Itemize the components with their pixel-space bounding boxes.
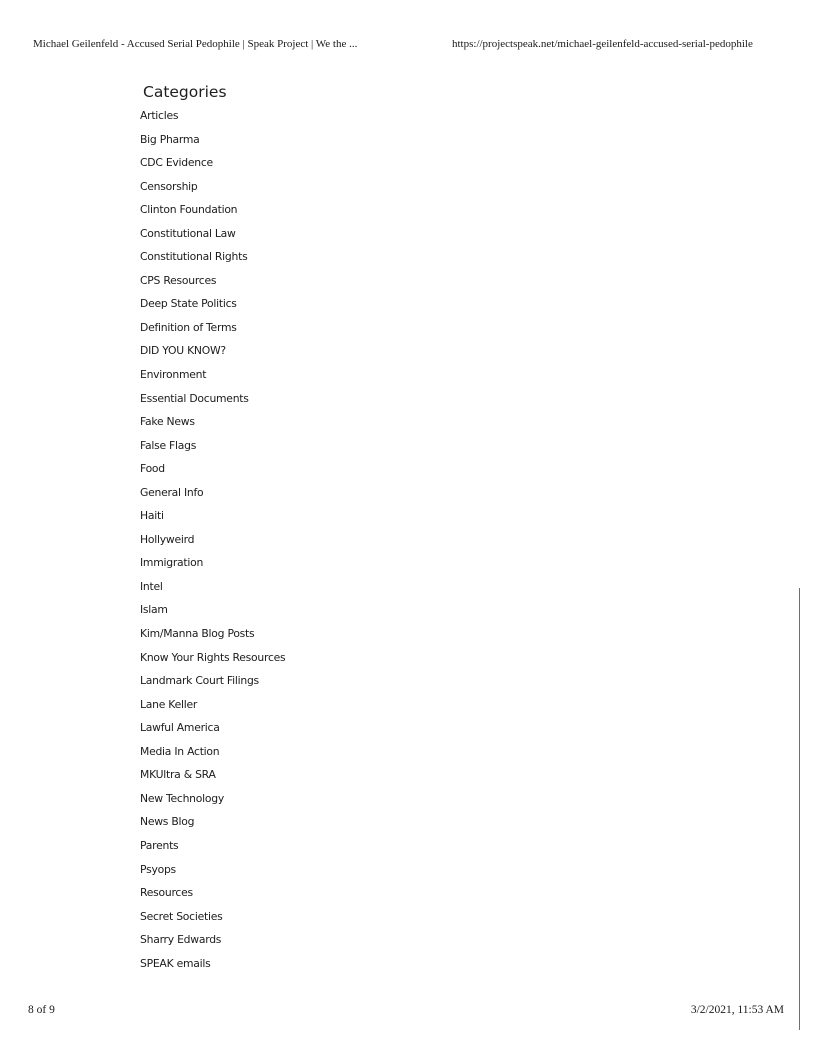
category-link-secret-societies[interactable]: Secret Societies — [140, 909, 223, 923]
category-link-fake-news[interactable]: Fake News — [140, 415, 195, 429]
category-link-islam[interactable]: Islam — [140, 603, 168, 617]
category-link-haiti[interactable]: Haiti — [140, 509, 164, 523]
page-number: 8 of 9 — [28, 1004, 55, 1016]
page-title: Michael Geilenfeld - Accused Serial Pedophile | Speak Project | We the ... — [33, 38, 358, 50]
category-link-big-pharma[interactable]: Big Pharma — [140, 132, 200, 146]
category-link-mkultra-sra[interactable]: MKUltra & SRA — [140, 768, 216, 782]
print-footer — [28, 1004, 784, 1020]
page-url: https://projectspeak.net/michael-geilenfeld-accused-serial-pedophile — [452, 38, 753, 50]
category-link-definition-of-terms[interactable]: Definition of Terms — [140, 320, 237, 334]
category-link-lane-keller[interactable]: Lane Keller — [140, 697, 198, 711]
category-link-new-technology[interactable]: New Technology — [140, 791, 224, 805]
print-header — [33, 38, 793, 54]
category-link-did-you-know[interactable]: DID YOU KNOW? — [140, 344, 226, 358]
category-link-psyops[interactable]: Psyops — [140, 862, 176, 876]
category-link-cdc-evidence[interactable]: CDC Evidence — [140, 156, 213, 170]
category-link-environment[interactable]: Environment — [140, 368, 207, 382]
category-link-food[interactable]: Food — [140, 462, 165, 476]
categories-heading: Categories — [143, 83, 227, 101]
category-link-know-your-rights-resources[interactable]: Know Your Rights Resources — [140, 650, 286, 664]
category-link-articles[interactable]: Articles — [140, 109, 179, 122]
category-link-cps-resources[interactable]: CPS Resources — [140, 273, 217, 287]
category-link-lawful-america[interactable]: Lawful America — [140, 721, 220, 735]
categories-widget — [140, 82, 440, 979]
category-link-general-info[interactable]: General Info — [140, 485, 204, 499]
category-link-parents[interactable]: Parents — [140, 838, 179, 852]
category-link-essential-documents[interactable]: Essential Documents — [140, 391, 249, 405]
category-link-media-in-action[interactable]: Media In Action — [140, 744, 220, 758]
print-timestamp: 3/2/2021, 11:53 AM — [690, 1004, 784, 1016]
category-link-news-blog[interactable]: News Blog — [140, 815, 195, 829]
category-link-clinton-foundation[interactable]: Clinton Foundation — [140, 203, 238, 217]
category-link-false-flags[interactable]: False Flags — [140, 438, 197, 452]
category-link-resources[interactable]: Resources — [140, 886, 193, 900]
category-link-censorship[interactable]: Censorship — [140, 179, 198, 193]
category-link-landmark-court-filings[interactable]: Landmark Court Filings — [140, 674, 259, 688]
category-link-deep-state-politics[interactable]: Deep State Politics — [140, 297, 237, 311]
category-link-kim-manna-blog-posts[interactable]: Kim/Manna Blog Posts — [140, 627, 255, 641]
category-link-immigration[interactable]: Immigration — [140, 556, 204, 570]
category-link-constitutional-law[interactable]: Constitutional Law — [140, 226, 236, 240]
category-link-hollyweird[interactable]: Hollyweird — [140, 532, 195, 546]
category-link-sharry-edwards[interactable]: Sharry Edwards — [140, 933, 222, 947]
scan-edge-line — [799, 588, 800, 1030]
category-link-constitutional-rights[interactable]: Constitutional Rights — [140, 250, 248, 264]
category-link-speak-emails[interactable]: SPEAK emails — [140, 956, 211, 970]
category-link-intel[interactable]: Intel — [140, 579, 163, 593]
categories-list — [140, 108, 440, 979]
